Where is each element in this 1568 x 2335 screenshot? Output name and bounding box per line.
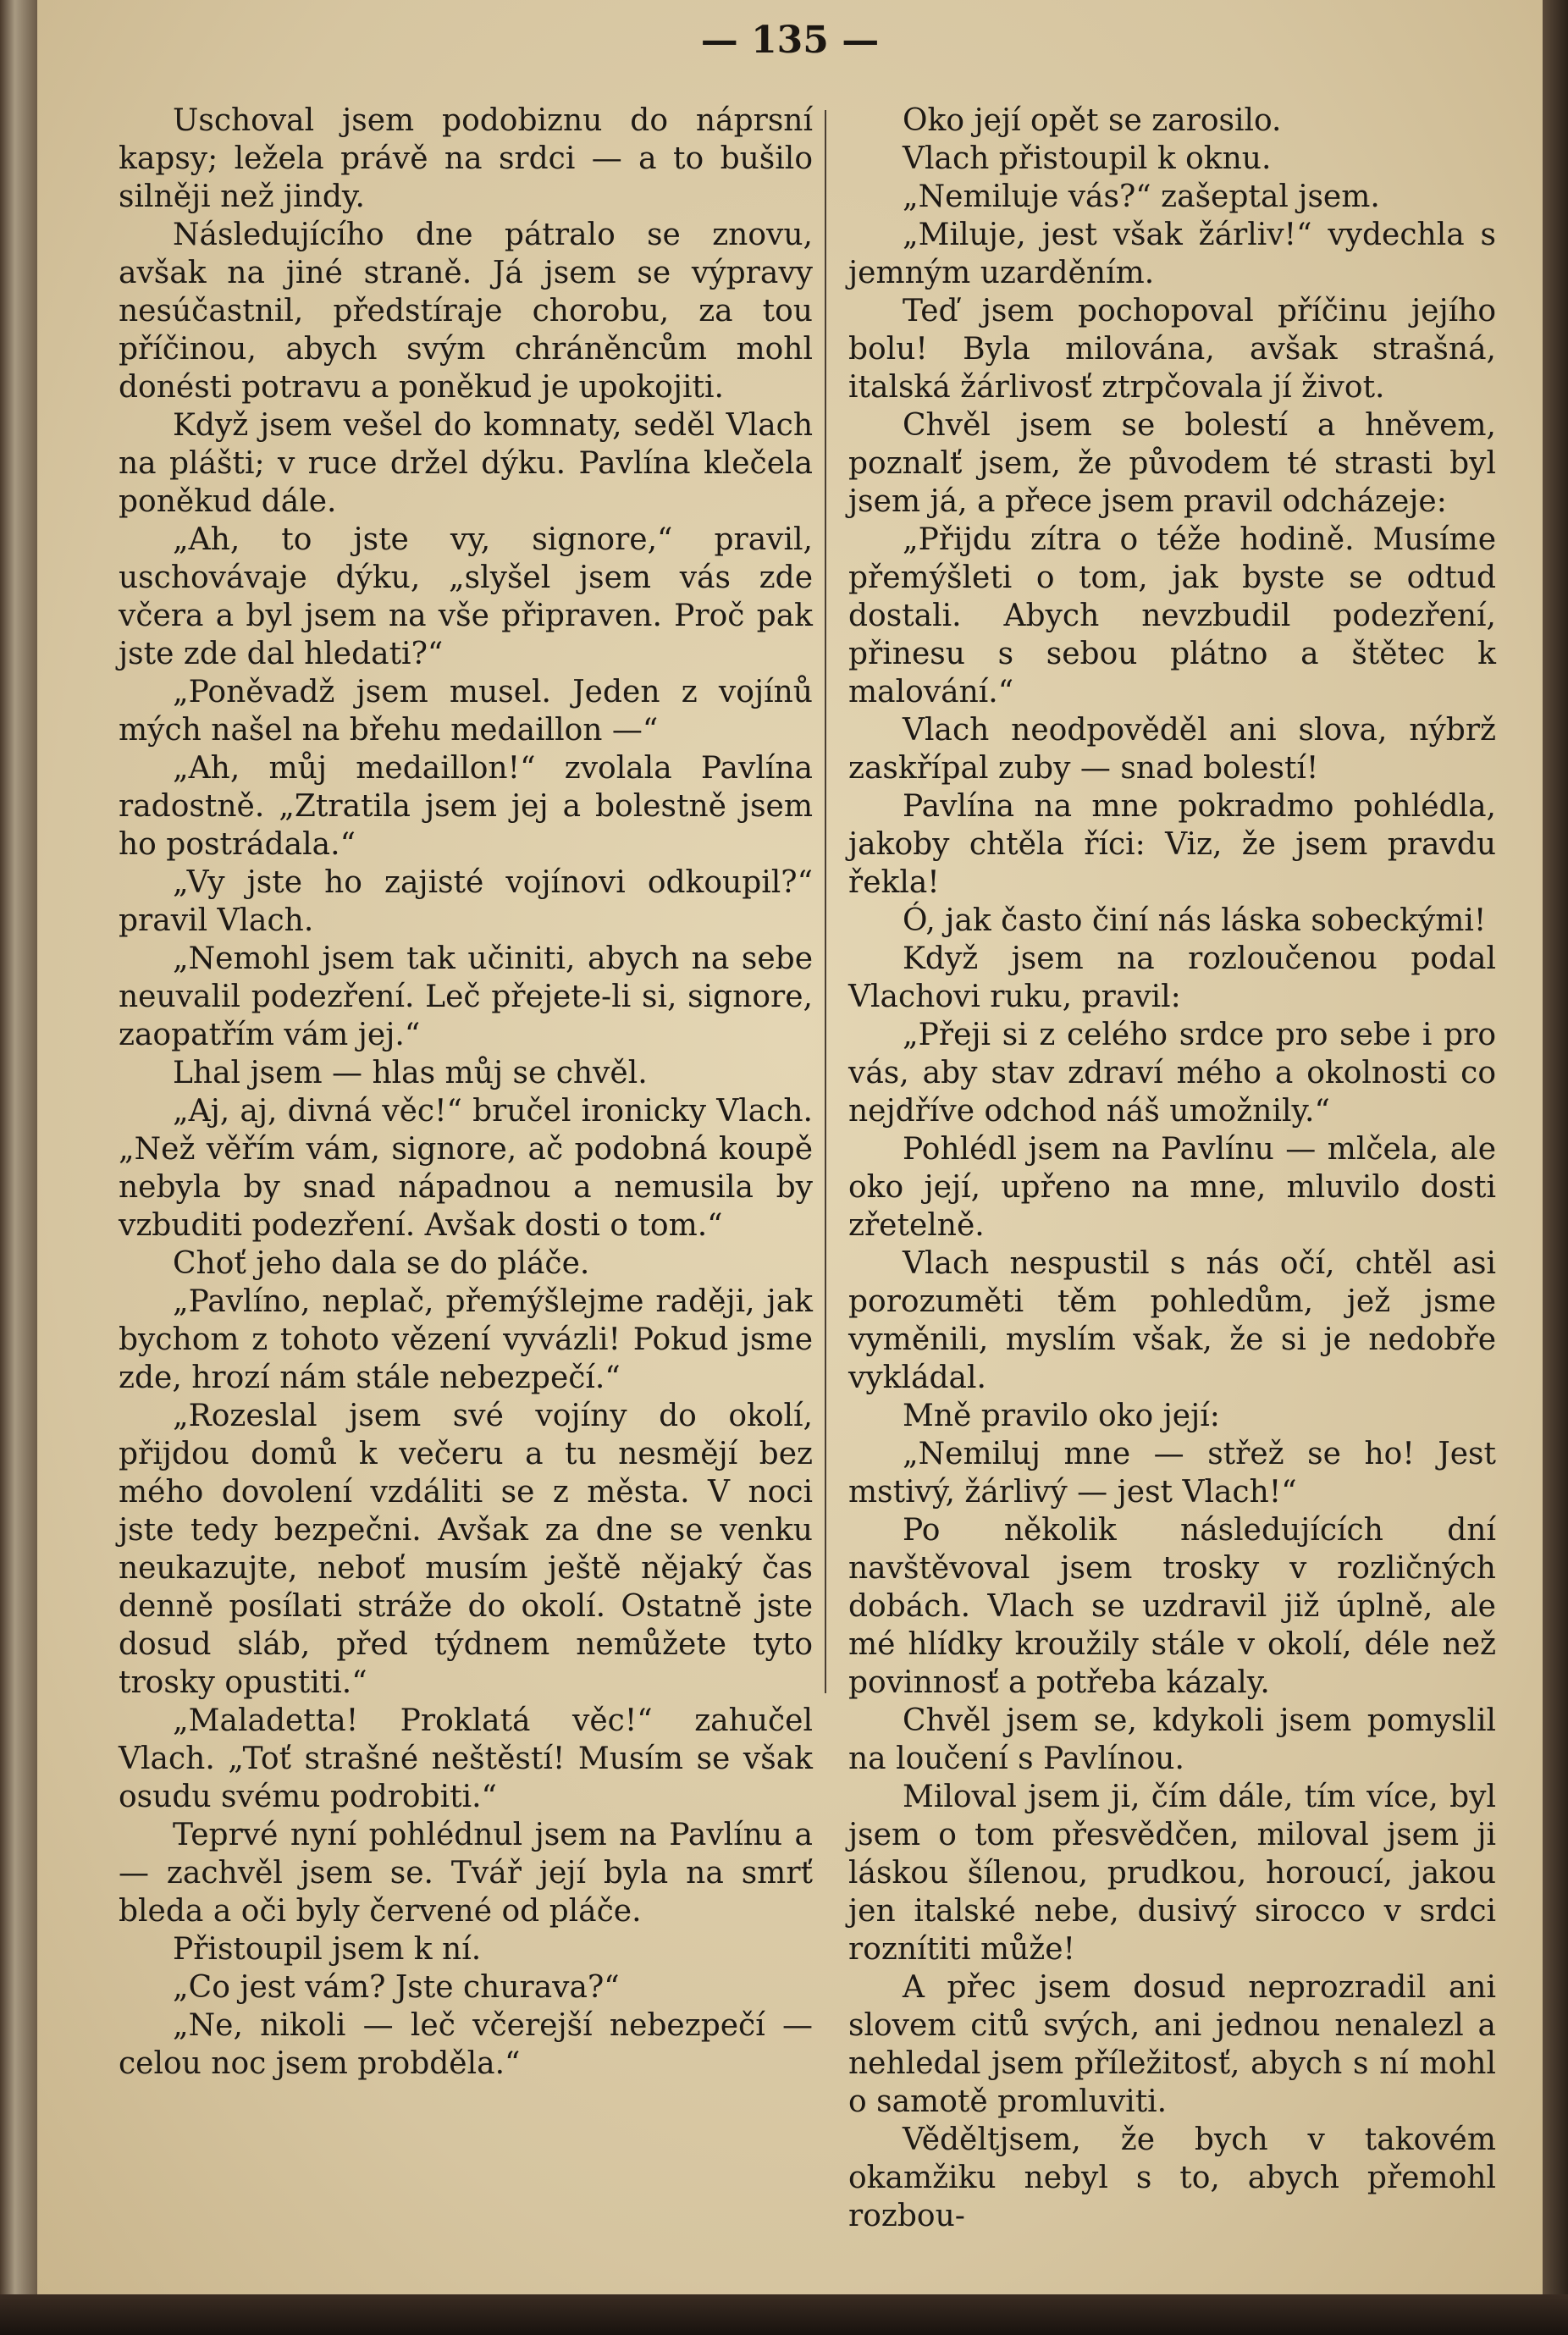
paragraph: „Přijdu zítra o téže hodině. Musíme přemýšleti o tom, jak byste se odtud dostali. Abych nevzbudil podezření, přinesu s sebou plátno a štětec k malování.“ <box>848 522 1496 709</box>
paragraph: Uschoval jsem podobiznu do náprsní kapsy; ležela právě na srdci — a to bušilo silněji než jindy. <box>119 103 813 214</box>
paragraph: „Aj, aj, divná věc!“ bručel ironicky Vlach. „Než věřím vám, signore, ač podobná koupě nebyla by snad nápadnou a nemusila by vzbuditi podezření. Avšak dosti o tom.“ <box>119 1094 813 1243</box>
paragraph: Vlach přistoupil k oknu. <box>903 141 1272 176</box>
paragraph: „Pavlíno, neplač, přemýšlejme raději, jak bychom z tohoto vězení vyvázli! Pokud jsme zde, hrozí nám stále nebezpečí.“ <box>119 1284 813 1395</box>
paragraph: Vlach neodpověděl ani slova, nýbrž zaskřípal zuby — snad bolestí! <box>848 713 1496 786</box>
paragraph: „Nemohl jsem tak učiniti, abych na sebe neuvalil podezření. Leč přejete-li si, signore, zaopatřím vám jej.“ <box>119 941 813 1052</box>
paragraph: „Přeji si z celého srdce pro sebe i pro vás, aby stav zdraví mého a okolnosti co nejdříve odchod náš umožnily.“ <box>848 1018 1496 1129</box>
paragraph: Ó, jak často činí nás láska sobeckými! <box>903 903 1487 938</box>
paragraph: „Maladetta! Proklatá věc!“ zahučel Vlach. „Toť strašné neštěstí! Musím se však osudu svému podrobiti.“ <box>119 1703 813 1814</box>
paragraph: Po několik následujících dní navštěvoval jsem trosky v rozličných dobách. Vlach se uzdravil již úplně, ale mé hlídky kroužily stále v okolí, déle než povinnosť a potřeba kázaly. <box>848 1513 1496 1700</box>
paragraph: „Poněvadž jsem musel. Jeden z vojínů mých našel na břehu medaillon —“ <box>119 675 813 748</box>
paragraph: A přec jsem dosud neprozradil ani slovem citů svých, ani jednou nenalezl a nehledal jsem příležitosť, abych s ní mohl o samotě promluviti. <box>848 1970 1496 2119</box>
paragraph: Když jsem na rozloučenou podal Vlachovi ruku, pravil: <box>848 941 1496 1014</box>
paragraph: Chvěl jsem se, kdykoli jsem pomyslil na loučení s Pavlínou. <box>848 1703 1496 1776</box>
page-number: — 135 — <box>700 19 880 62</box>
book-edge-bottom <box>0 2294 1568 2335</box>
paragraph: Chvěl jsem se bolestí a hněvem, poznalť jsem, že původem té strasti byl jsem já, a přece jsem pravil odcházeje: <box>848 408 1496 519</box>
book-spine-left <box>0 0 37 2335</box>
paragraph: Miloval jsem ji, čím dále, tím více, byl jsem o tom přesvědčen, miloval jsem ji láskou šílenou, prudkou, horoucí, jakou jen italské nebe, dusivý sirocco v srdci roznítiti může! <box>848 1780 1496 1967</box>
book-edge-right <box>1543 0 1568 2335</box>
paragraph: Věděltjsem, že bych v takovém okamžiku nebyl s to, abych přemohl rozbou- <box>848 2122 1496 2233</box>
column-divider <box>825 110 826 1693</box>
paragraph: Když jsem vešel do komnaty, seděl Vlach na plášti; v ruce držel dýku. Pavlína klečela poněkud dále. <box>119 408 813 519</box>
paragraph: „Ah, to jste vy, signore,“ pravil, uschovávaje dýku, „slyšel jsem vás zde včera a byl jsem na vše připraven. Proč pak jste zde dal hledati?“ <box>119 522 813 671</box>
paragraph: Choť jeho dala se do pláče. <box>173 1246 590 1281</box>
text-column-left <box>119 102 813 2083</box>
paragraph: Následujícího dne pátralo se znovu, avšak na jiné straně. Já jsem se výpravy nesúčastnil, předstíraje chorobu, za tou příčinou, abych svým chráněncům mohl donésti potravu a poněkud je upokojiti. <box>119 218 813 405</box>
paragraph: Lhal jsem — hlas můj se chvěl. <box>173 1056 648 1090</box>
paragraph: „Co jest vám? Jste churava?“ <box>173 1970 620 2005</box>
paragraph: „Miluje, jest však žárliv!“ vydechla s jemným uzarděním. <box>848 218 1496 290</box>
paragraph: „Rozeslal jsem své vojíny do okolí, přijdou domů k večeru a tu nesmějí bez mého dovolení vzdáliti se z města. V noci jste tedy bezpečni. Avšak za dne se venku neukazujte, neboť musím ještě nějaký čas denně posílati stráže do okolí. Ostatně jste dosud sláb, před týdnem nemůžete tyto trosky opustiti.“ <box>119 1399 813 1700</box>
paragraph: „Ah, můj medaillon!“ zvolala Pavlína radostně. „Ztratila jsem jej a bolestně jsem ho postrádala.“ <box>119 751 813 862</box>
paragraph: „Nemiluj mne — střež se ho! Jest mstivý, žárlivý — jest Vlach!“ <box>848 1437 1496 1510</box>
book-page <box>37 0 1543 2294</box>
paragraph: Vlach nespustil s nás očí, chtěl asi porozuměti těm pohledům, jež jsme vyměnili, myslím však, že si je nedobře vykládal. <box>848 1246 1496 1395</box>
paragraph: Pavlína na mne pokradmo pohlédla, jakoby chtěla říci: Viz, že jsem pravdu řekla! <box>848 789 1496 900</box>
paragraph: Teprvé nyní pohlédnul jsem na Pavlínu a — zachvěl jsem se. Tvář její byla na smrť bleda a oči byly červené od pláče. <box>119 1818 813 1929</box>
paragraph: „Nemiluje vás?“ zašeptal jsem. <box>903 179 1380 214</box>
paragraph: „Ne, nikoli — leč včerejší nebezpečí — celou noc jsem probděla.“ <box>119 2008 813 2081</box>
paragraph: Oko její opět se zarosilo. <box>903 103 1282 138</box>
paragraph: Teď jsem pochopoval příčinu jejího bolu! Byla milována, avšak strašná, italská žárlivosť ztrpčovala jí život. <box>848 294 1496 405</box>
paragraph: „Vy jste ho zajisté vojínovi odkoupil?“ pravil Vlach. <box>119 865 813 938</box>
paragraph: Přistoupil jsem k ní. <box>173 1932 482 1967</box>
text-column-right <box>848 102 1496 2235</box>
paragraph: Pohlédl jsem na Pavlínu — mlčela, ale oko její, upřeno na mne, mluvilo dosti zřetelně. <box>848 1132 1496 1243</box>
paragraph: Mně pravilo oko její: <box>903 1399 1220 1433</box>
